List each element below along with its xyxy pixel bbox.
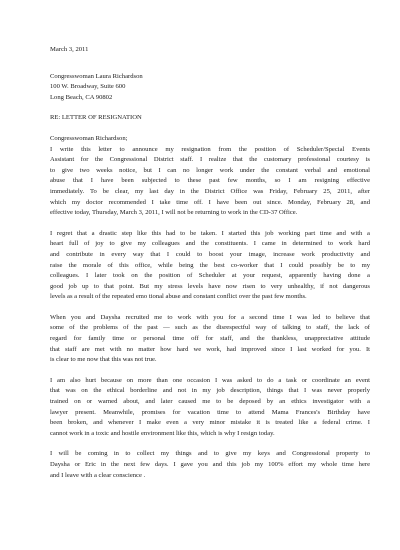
paragraph-line: I will be coming in to collect my things and to give my keys and Congressional property to [50,450,370,458]
paragraph-line: I write this letter to announce my resignation from the position of Scheduler/Special Events [50,145,370,153]
body-paragraph [50,313,370,366]
paragraph-line: lawyer present. Meanwhile, promises for vacation time to attend Mama Frances's Birthday have [50,408,370,416]
paragraph-line: I regret that a drastic step like this had to be taken. I started this job working part time and with a [50,229,370,237]
paragraph-line: good job up to that point. But my stress levels have now risen to very unhealthy, if not dangerous [50,282,370,290]
paragraph-line: is clear to me now that this was not true. [50,356,157,364]
paragraph-line: immediately. To be clear, my last day in the District Office was Friday, February 25, 2011, after [50,187,370,195]
paragraph-line: heart full of joy to give my colleagues and the constituents. I came in determined to work hard [50,240,370,248]
paragraph-line: Daysha or Eric in the next few days. I gave you and this job my 100% effort my whole time here [50,461,370,468]
subject-line: RE: LETTER OF RESIGNATION [50,114,142,122]
paragraph-line: to give two weeks notice, but I can no longer work under the constant verbal and emotional [50,166,370,174]
paragraph-line: that was on the ethical borderline and not in my job description, things that I was never properly [50,387,370,395]
letter-body [50,145,370,482]
paragraph-line: cannot work in a toxic and hostile environment like this, which is why I resign today. [50,429,275,437]
body-paragraph [50,145,370,219]
paragraph-line: trained on or warned about, and later caused me to be deposed by an ethics investigator with a [50,398,370,406]
recipient-city: Long Beach, CA 90802 [50,93,113,101]
paragraph-line: some of the problems of the past — such as the disrespectful way of talking to staff, the lack of [50,324,370,332]
paragraph-line: and contribute in every way that I could to boost your image, increase work productivity and [50,250,370,258]
paragraph-line: colleagues. I later took on the position of Scheduler at your request, apparently having done a [50,272,370,280]
paragraph-line: effective today, Thursday, March 3, 2011, I will not be returning to work in the CD-37 Office. [50,209,298,217]
recipient-name: Congresswoman Laura Richardson [50,72,143,80]
body-paragraph [50,229,370,303]
paragraph-line: When you and Daysha recruited me to work with you for a second time I was led to believe that [50,313,370,321]
paragraph-line: regard for family time or personal time off for staff, and the thankless, unappreciative attitude [50,335,370,343]
paragraph-line: raise the morale of this office, while being the best co-worker that I could possibly be to my [50,261,370,269]
letter-date: March 3, 2011 [50,46,89,53]
paragraph-line: that staff are met with no matter how hard we work, had improved since I last worked for you. It [50,345,370,353]
body-paragraph [50,376,370,440]
paragraph-line: Assistant for the Congressional District staff. I realize that the customary professional courtesy is [50,156,370,164]
body-paragraph [50,449,370,481]
paragraph-line: abuse that I have been subjected to these past few months, so I am resigning effective [50,177,370,185]
paragraph-line: I am also hurt because on more than one occasion I was asked to do a task or coordinate an event [50,376,370,384]
salutation: Congresswoman Richardson; [50,134,128,142]
paragraph-line: which my doctor recommended I take time off. I have been out since. Monday, February 28, and [50,198,370,206]
recipient-address [50,72,370,104]
paragraph-line: been broken, and whenever I make even a very minor mistake it is treated like a federal crime. I [50,419,370,427]
paragraph-line: levels as a result of the repeated emo tional abuse and constant conflict over the past few months. [50,293,307,301]
paragraph-line: and I leave with a clear conscience . [50,471,146,479]
recipient-street: 100 W. Broadway, Suite 600 [50,83,126,91]
